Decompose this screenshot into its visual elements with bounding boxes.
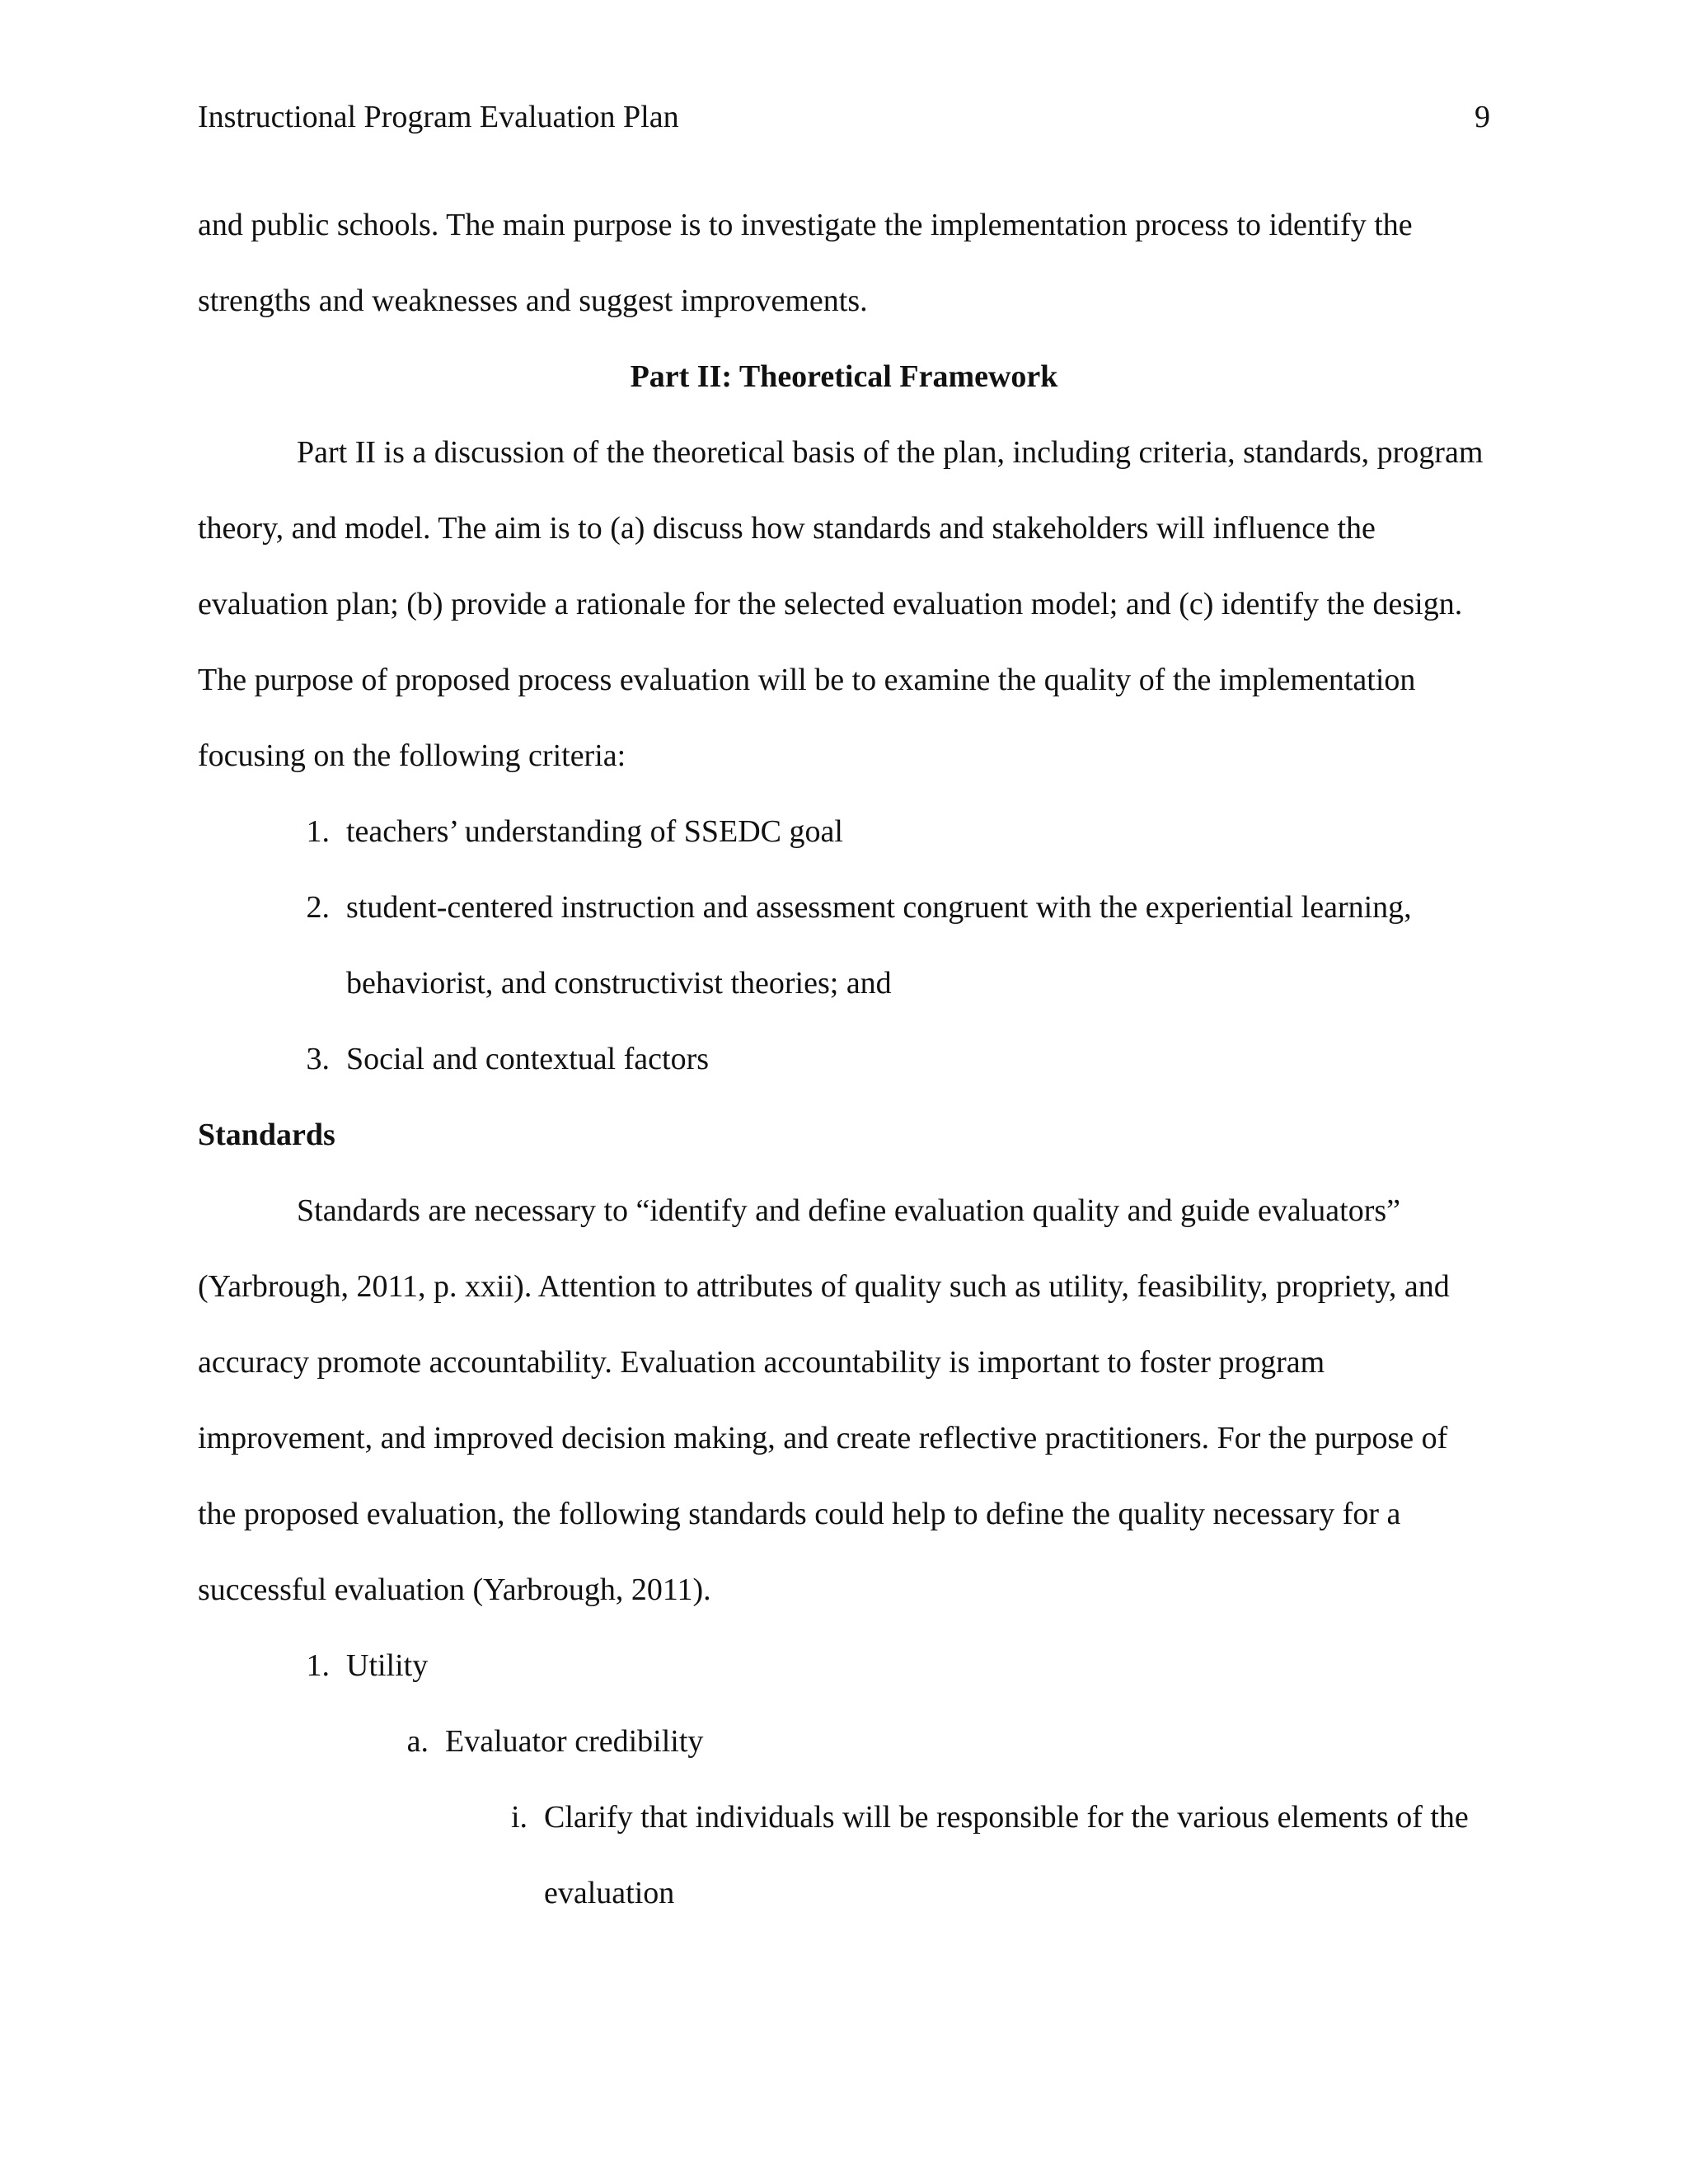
standards-subitem-evaluator-credibility	[198, 1704, 1490, 1779]
list-item-text: teachers’ understanding of SSEDC goal	[346, 814, 843, 849]
list-item-text: Evaluator credibility	[445, 1724, 704, 1759]
list-marker: 1.	[306, 1648, 330, 1683]
standards-subsubitem-clarify	[198, 1779, 1490, 1931]
criteria-item	[198, 1021, 1490, 1097]
standards-paragraph: Standards are necessary to “identify and define evaluation quality and guide evaluators” (Yarbrough, 2011, p. xxii). Attention to attributes of quality such as utility, feasibility, propriety, and accuracy promote accountability. Evaluation accountability is important to foster program improvement, and improved decision making, and create reflective practitioners. For the purpose of the proposed evaluation, the following standards could help to define the quality necessary for a successful evaluation (Yarbrough, 2011).	[198, 1193, 1450, 1607]
list-item-text: Clarify that individuals will be responsible for the various elements of the evaluation	[544, 1800, 1469, 1910]
standards-item-utility	[198, 1628, 1490, 1704]
intro-paragraph: and public schools. The main purpose is to investigate the implementation process to identify the strengths and weaknesses and suggest improvements.	[198, 208, 1413, 318]
list-marker: 1.	[306, 814, 330, 849]
list-marker: 2.	[306, 890, 330, 925]
list-item-text: Utility	[346, 1648, 429, 1683]
running-head: Instructional Program Evaluation Plan	[198, 100, 679, 134]
list-marker: i.	[510, 1800, 528, 1835]
criteria-item	[198, 794, 1490, 869]
part2-heading: Part II: Theoretical Framework	[630, 359, 1058, 394]
criteria-item	[198, 869, 1490, 1021]
list-marker: 3.	[306, 1042, 330, 1076]
standards-heading: Standards	[198, 1118, 335, 1152]
part2-paragraph: Part II is a discussion of the theoretical basis of the plan, including criteria, standards, program theory, and model. The aim is to (a) discuss how standards and stakeholders will influence the evaluation plan; (b) provide a rationale for the selected evaluation model; and (c) identify the design. The purpose of proposed process evaluation will be to examine the quality of the implementation focusing on the following criteria:	[198, 435, 1484, 773]
page-number: 9	[1475, 100, 1490, 134]
standards-list	[198, 1628, 1490, 1931]
document-body	[198, 187, 1490, 1931]
list-item-text: Social and contextual factors	[346, 1042, 710, 1076]
list-item-text: student-centered instruction and assessment congruent with the experiential learning, behaviorist, and constructivist theories; and	[346, 890, 1412, 1001]
list-marker: a.	[406, 1724, 429, 1759]
page-header	[198, 92, 1490, 142]
criteria-list	[198, 794, 1490, 1097]
